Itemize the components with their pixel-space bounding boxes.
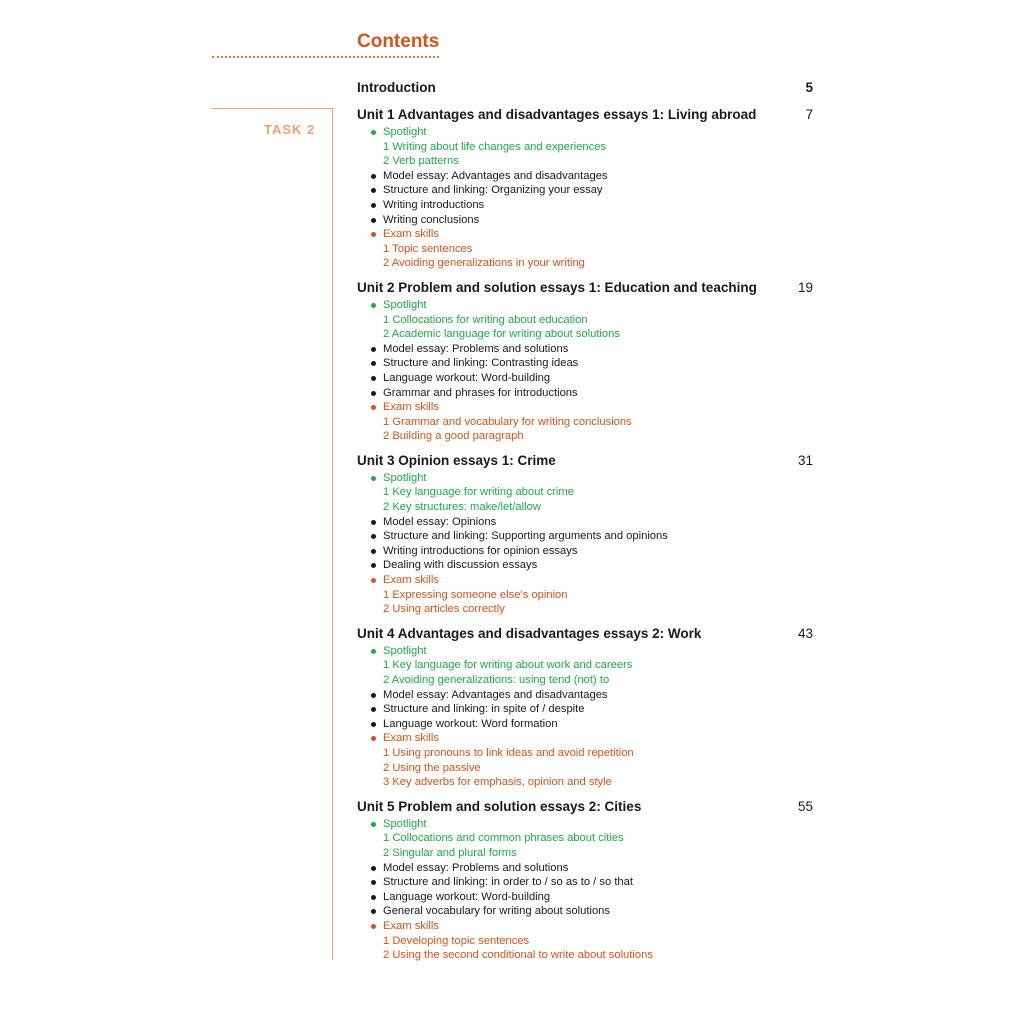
task-bracket-top	[212, 108, 333, 109]
toc-item-text: 2 Academic language for writing about solutions	[383, 328, 620, 341]
toc-item-text: 2 Using articles correctly	[383, 603, 505, 616]
toc-item-text: Language workout: Word formation	[383, 717, 558, 730]
unit-page-number: 7	[805, 107, 813, 122]
toc-sub-item	[357, 846, 813, 861]
page-title: Contents	[357, 31, 440, 52]
unit-heading[interactable]	[357, 624, 813, 644]
toc-item-text: 1 Topic sentences	[383, 242, 473, 255]
toc-unit-2	[357, 278, 813, 444]
toc-sub-item	[357, 934, 813, 949]
toc-bullet-item	[357, 861, 813, 876]
toc-item-text: 1 Expressing someone else’s opinion	[383, 588, 568, 601]
toc-item-text: Structure and linking: Organizing your essay	[383, 184, 603, 197]
toc-item-text: 1 Developing topic sentences	[383, 934, 530, 947]
toc-bullet-item	[357, 183, 813, 198]
toc-sub-item	[357, 602, 813, 617]
toc-bullet-item	[357, 198, 813, 213]
toc-bullet-item	[357, 515, 813, 530]
toc-sub-item	[357, 415, 813, 430]
toc-item-text: Model essay: Advantages and disadvantages	[383, 688, 608, 701]
toc-item-text: 2 Singular and plural forms	[383, 846, 517, 859]
toc-sub-item	[357, 775, 813, 790]
toc-item-text: Structure and linking: Contrasting ideas	[383, 357, 579, 370]
toc-bullet-item	[357, 471, 813, 486]
toc-item-text: 2 Key structures: make/let/allow	[383, 501, 541, 514]
unit-heading[interactable]	[357, 797, 813, 817]
toc-bullet-item	[357, 644, 813, 659]
unit-list	[357, 105, 813, 963]
toc-item-text: Spotlight	[383, 298, 427, 311]
toc-item-text: 2 Verb patterns	[383, 155, 459, 168]
toc-item-text: 1 Using pronouns to link ideas and avoid repetition	[383, 746, 634, 759]
toc-sub-item	[357, 313, 813, 328]
toc-sub-item	[357, 831, 813, 846]
toc-bullet-item	[357, 125, 813, 140]
unit-title: Unit 3 Opinion essays 1: Crime	[357, 452, 556, 468]
toc-item-text: Spotlight	[383, 126, 427, 138]
toc-sub-item	[357, 140, 813, 155]
toc-bullet-item	[357, 371, 813, 386]
toc-item-text: Exam skills	[383, 401, 439, 414]
toc-item-text: Structure and linking: in spite of / despite	[383, 703, 585, 716]
toc-bullet-item	[357, 904, 813, 919]
toc-bullet-item	[357, 386, 813, 401]
toc-sub-item	[357, 327, 813, 342]
toc-sub-item	[357, 658, 813, 673]
toc-bullet-item	[357, 342, 813, 357]
toc-bullet-item	[357, 227, 813, 242]
toc-bullet-item	[357, 213, 813, 228]
introduction-page: 5	[805, 80, 813, 95]
toc-bullet-item	[357, 529, 813, 544]
toc-bullet-item	[357, 169, 813, 184]
title-dotted-rule	[212, 56, 439, 58]
unit-title: Unit 2 Problem and solution essays 1: Education and teaching	[357, 279, 757, 295]
toc-item-text: Dealing with discussion essays	[383, 559, 538, 572]
toc-item-text: 1 Collocations and common phrases about cities	[383, 832, 624, 845]
table-of-contents	[357, 79, 813, 970]
toc-bullet-item	[357, 573, 813, 588]
toc-item-text: Exam skills	[383, 574, 439, 587]
unit-page-number: 31	[797, 452, 813, 468]
toc-item-text: Model essay: Problems and solutions	[383, 861, 569, 874]
toc-item-text: Model essay: Problems and solutions	[383, 342, 569, 355]
toc-bullet-item	[357, 717, 813, 732]
toc-bullet-item	[357, 688, 813, 703]
toc-item-text: Exam skills	[383, 228, 439, 241]
toc-sub-item	[357, 500, 813, 515]
toc-sub-item	[357, 242, 813, 257]
toc-item-text: Language workout: Word-building	[383, 371, 551, 384]
toc-bullet-item	[357, 400, 813, 415]
toc-item-text: 1 Grammar and vocabulary for writing conclusions	[383, 415, 632, 428]
toc-sub-item	[357, 673, 813, 688]
toc-unit-5	[357, 797, 813, 963]
toc-item-text: Exam skills	[383, 732, 439, 745]
toc-item-text: 1 Collocations for writing about education	[383, 313, 588, 326]
toc-unit-3	[357, 451, 813, 617]
toc-bullet-item	[357, 731, 813, 746]
toc-unit-1	[357, 105, 813, 271]
toc-item-text: Structure and linking: in order to / so as to / so that	[383, 876, 633, 889]
toc-item-text: 2 Avoiding generalizations in your writing	[383, 257, 585, 270]
toc-unit-4	[357, 624, 813, 790]
toc-item-text: Grammar and phrases for introductions	[383, 386, 578, 399]
toc-item-text: 1 Writing about life changes and experiences	[383, 140, 607, 153]
unit-title: Unit 1 Advantages and disadvantages essays 1: Living abroad	[357, 107, 757, 122]
toc-item-text: Writing conclusions	[383, 213, 480, 226]
unit-heading[interactable]	[357, 105, 813, 125]
unit-heading[interactable]	[357, 451, 813, 471]
toc-sub-item	[357, 429, 813, 444]
unit-title: Unit 4 Advantages and disadvantages essays 2: Work	[357, 625, 702, 641]
toc-item-text: Language workout: Word-building	[383, 890, 551, 903]
toc-item-text: General vocabulary for writing about solutions	[383, 905, 610, 918]
task-label: TASK 2	[264, 122, 316, 137]
toc-sub-item	[357, 948, 813, 963]
toc-item-text: Writing introductions for opinion essays	[383, 544, 578, 557]
toc-item-text: Spotlight	[383, 817, 427, 830]
unit-heading[interactable]	[357, 278, 813, 298]
unit-page-number: 43	[797, 625, 813, 641]
toc-bullet-item	[357, 890, 813, 905]
toc-sub-item	[357, 485, 813, 500]
toc-entry-introduction[interactable]	[357, 79, 813, 97]
toc-item-text: 2 Avoiding generalizations: using tend (not) to	[383, 674, 610, 686]
toc-bullet-item	[357, 817, 813, 832]
unit-title: Unit 5 Problem and solution essays 2: Cities	[357, 798, 642, 814]
toc-item-text: 2 Using the second conditional to write about solutions	[383, 949, 653, 962]
toc-sub-item	[357, 746, 813, 761]
toc-item-text: 2 Building a good paragraph	[383, 430, 524, 443]
task-bracket-side	[332, 108, 333, 960]
toc-bullet-item	[357, 544, 813, 559]
toc-item-text: Model essay: Opinions	[383, 515, 497, 528]
introduction-label: Introduction	[357, 80, 436, 95]
toc-sub-item	[357, 154, 813, 169]
toc-item-text: Spotlight	[383, 471, 427, 484]
toc-sub-item	[357, 761, 813, 776]
toc-item-text: Spotlight	[383, 644, 427, 657]
unit-page-number: 55	[797, 798, 813, 814]
toc-bullet-item	[357, 875, 813, 890]
toc-sub-item	[357, 588, 813, 603]
toc-item-text: 1 Key language for writing about crime	[383, 486, 574, 499]
toc-item-text: 1 Key language for writing about work and careers	[383, 659, 633, 672]
toc-item-text: Model essay: Advantages and disadvantages	[383, 169, 608, 182]
toc-bullet-item	[357, 558, 813, 573]
toc-sub-item	[357, 256, 813, 271]
toc-bullet-item	[357, 702, 813, 717]
unit-page-number: 19	[797, 279, 813, 295]
toc-bullet-item	[357, 919, 813, 934]
toc-bullet-item	[357, 298, 813, 313]
toc-bullet-item	[357, 356, 813, 371]
toc-item-text: 2 Using the passive	[383, 761, 481, 774]
toc-item-text: Writing introductions	[383, 198, 485, 211]
toc-item-text: Exam skills	[383, 919, 439, 932]
toc-item-text: 3 Key adverbs for emphasis, opinion and style	[383, 776, 612, 789]
toc-item-text: Structure and linking: Supporting arguments and opinions	[383, 530, 668, 543]
